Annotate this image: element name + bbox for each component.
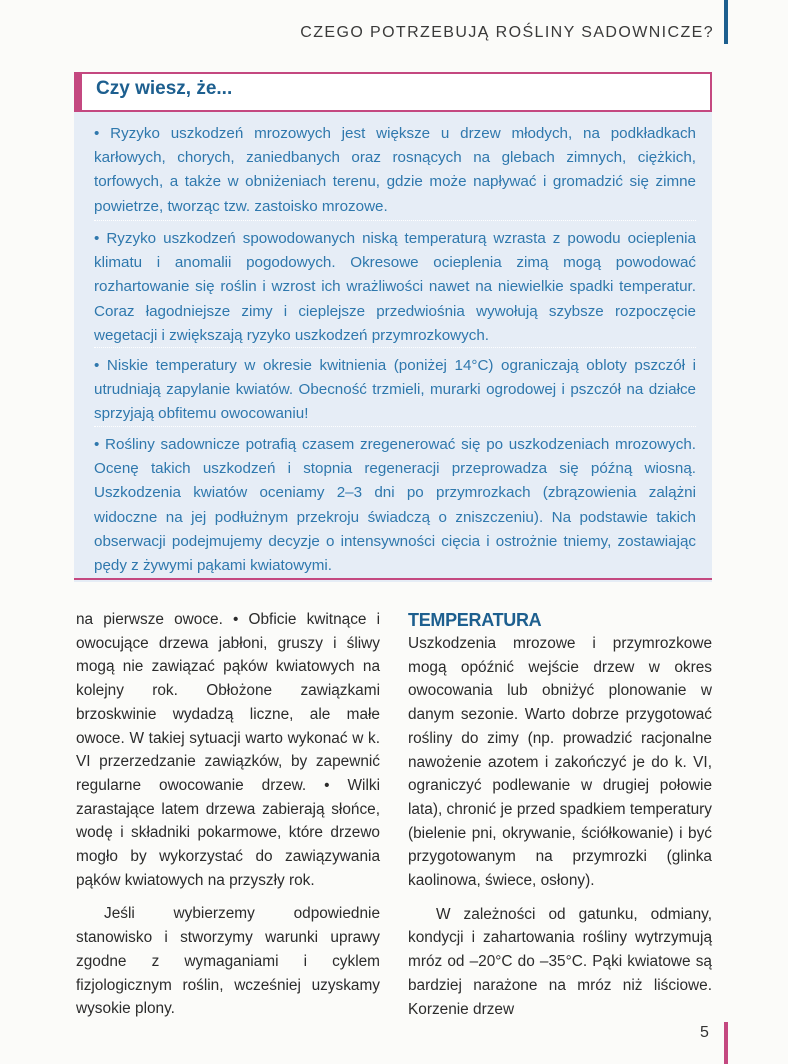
bullet-icon: •: [94, 230, 107, 247]
info-box-bottom-rule: [74, 578, 712, 580]
info-box-divider: [94, 347, 696, 348]
header-accent-bar: [724, 0, 728, 44]
info-box-divider: [94, 426, 696, 427]
right-paragraph-2: W zależności od gatunku, odmiany, kondycji i zahartowania rośliny wytrzymują mróz od –20°C do –35°C. Pąki kwiatowe są bardziej narażone na mróz niż liściowe. Korzenie drzew: [408, 905, 712, 1018]
bullet-icon: •: [94, 357, 107, 374]
page-number: 5: [700, 1024, 709, 1041]
bullet-icon: •: [94, 436, 106, 453]
bullet-icon: •: [94, 125, 111, 142]
footer-accent-bar: [724, 1022, 728, 1064]
left-paragraph-1: na pierwsze owoce. • Obficie kwitnące i owocujące drzewa jabłoni, gruszy i śliwy mogą nie zawiązać pąków kwiatowych na kolejny rok. Obłożone zawiązkami brzoskwinie wydadzą liczne, ale małe owoce. W takiej sytuacji warto wykonać w k. VI przerzedzanie zawiązków, by zapewnić regularne owocowanie drzew. • Wilki zarastające latem drzewa zabierają słońce, wodę i składniki pokarmowe, które drzewo mogło by wykorzystać do zawiązywania pąków kwiatowych na przyszły rok.: [76, 611, 380, 889]
info-box-title: Czy wiesz, że...: [96, 78, 233, 99]
section-heading: TEMPERATURA: [408, 610, 542, 630]
info-box-item: • Rośliny sadownicze potrafią czasem zregenerować się po uszkodzeniach mrozowych. Ocenę takich uszkodzeń i stopnia regeneracji przeprowadza się późną wiosną. Uszkodzenia kwiatów oceniamy 2–3 dni po przymrozkach (zbrązowienia zalążni widoczne na jej podłużnym przekroju świadczą o zniszczeniu). Na podstawie takich obserwacji podejmujemy decyzje o intensywności cięcia i ostrożnie tniemy, zostawiając pędy z żywymi pąkami kwiatowymi.: [94, 436, 696, 575]
info-box-item: • Ryzyko uszkodzeń spowodowanych niską temperaturą wzrasta z powodu ocieplenia klimatu i anomalii pogodowych. Okresowe ocieplenia zimą mogą powodować rozhartowanie się roślin i wzrost ich wrażliwości nawet na niewielkie spadki temperatur. Coraz łagodniejsze zimy i cieplejsze przedwiośnia wywołują szybsze rozpoczęcie wegetacji i zwiększają ryzyko uszkodzeń przymrozkowych.: [94, 230, 696, 344]
right-column: [408, 608, 712, 1021]
right-paragraph-1: Uszkodzenia mrozowe i przymrozkowe mogą opóźnić wejście drzew w okres owocowania lub obniżyć plonowanie w danym sezonie. Warto dobrze przygotować rośliny do zimy (np. prowadzić racjonalne nawożenie azotem i zakończyć je do k. VI, ograniczyć podlewanie w drugiej połowie lata), chronić je przed spadkiem temperatury (bielenie pni, okrywanie, ściółkowanie) i być przygotowanym na przymrozki (glinka kaolinowa, świece, osłony).: [408, 635, 712, 890]
left-column: [76, 608, 380, 1021]
info-box-divider: [94, 220, 696, 221]
left-paragraph-2: Jeśli wybierzemy odpowiednie stanowisko i stworzymy warunki uprawy zgodne z wymaganiami i cyklem fizjologicznym roślin, wcześniej uzyskamy wysokie plony.: [76, 905, 380, 1018]
info-box-item: • Ryzyko uszkodzeń mrozowych jest większe u drzew młodych, na podkładkach karłowych, chorych, zaniedbanych oraz rosnących na glebach zimnych, ciężkich, torfowych, a także w obniżeniach terenu, gdzie może napływać i gromadzić się zimne powietrze, tworząc tzw. zastoisko mrozowe.: [94, 125, 696, 215]
info-box-title-accent: [74, 72, 82, 112]
header-title: CZEGO POTRZEBUJĄ ROŚLINY SADOWNICZE?: [300, 24, 714, 41]
info-box-item: • Niskie temperatury w okresie kwitnienia (poniżej 14°C) ograniczają obloty pszczół i utrudniają zapylanie kwiatów. Obecność trzmieli, murarki ogrodowej i pszczół na działce sprzyjają obfitemu owocowaniu!: [94, 357, 696, 423]
